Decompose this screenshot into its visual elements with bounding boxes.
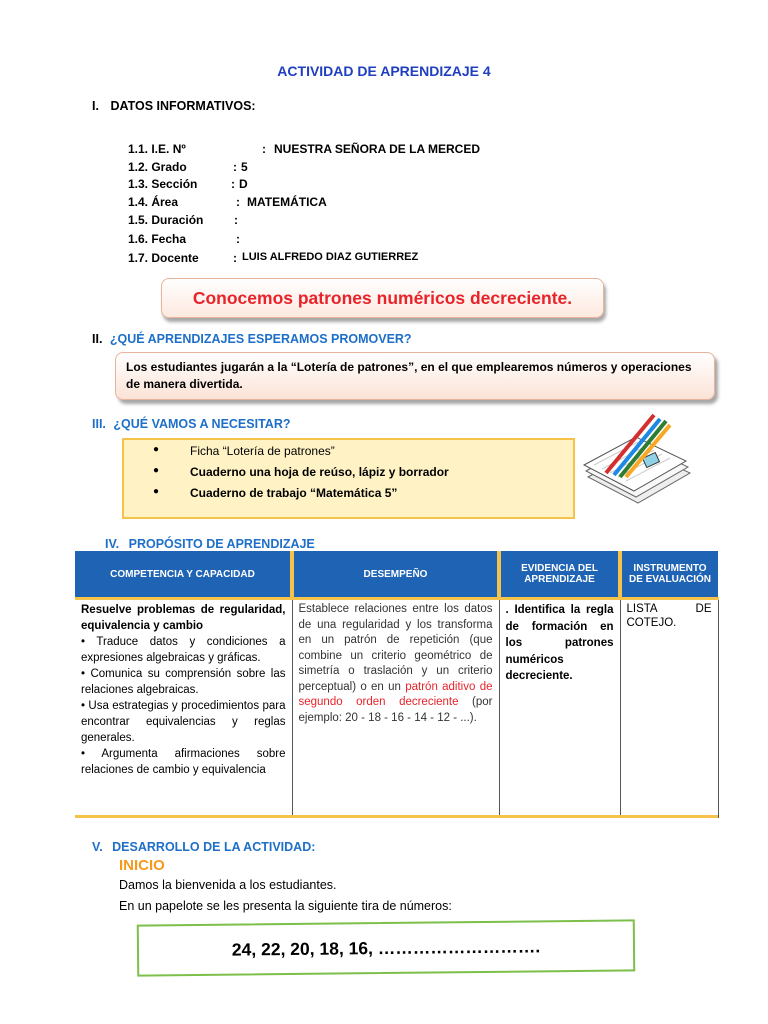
bullet-icon: ●: [153, 465, 160, 476]
section-5-label: DESARROLLO DE LA ACTIVIDAD:: [112, 840, 316, 854]
section-5-number: V.: [92, 840, 103, 854]
info-sep: :: [234, 213, 238, 227]
purpose-table: [75, 551, 719, 818]
section-4-label: PROPÓSITO DE APRENDIZAJE: [128, 537, 315, 551]
desempeno-example: (por ejemplo: 20 - 18 - 16 - 14 - 12 - ...).: [298, 696, 493, 724]
info-key: 1.4. Área: [128, 195, 179, 209]
bullet-icon: ●: [153, 486, 160, 497]
material-label: Ficha “Lotería de patrones”: [190, 444, 335, 458]
section-4-heading: [105, 537, 315, 551]
info-sep: :: [236, 232, 240, 246]
material-label: Cuaderno una hoja de reúso, lápiz y borrador: [190, 465, 449, 479]
material-item: [153, 444, 335, 458]
capacidad-item: • Argumenta afirmaciones sobre relaciones de cambio y equivalencia: [81, 748, 286, 776]
info-sep: :: [233, 160, 237, 174]
col-header-evidencia: EVIDENCIA DEL APRENDIZAJE: [499, 551, 620, 599]
capacidad-item: • Comunica su comprensión sobre las relaciones algebraicas.: [81, 668, 286, 696]
section-3-number: III.: [92, 417, 106, 431]
instrumento-cell: LISTA DE COTEJO.: [620, 599, 718, 818]
info-value: LUIS ALFREDO DIAZ GUTIERREZ: [242, 251, 419, 263]
info-value: NUESTRA SEÑORA DE LA MERCED: [274, 142, 481, 156]
table-bottom-rule: [75, 815, 718, 818]
material-item: [153, 465, 449, 479]
info-key: 1.3. Sección: [128, 177, 198, 191]
section-5-heading: [92, 840, 315, 854]
info-sep: :: [233, 251, 237, 265]
desempeno-text: Establece relaciones entre los datos de una regularidad y los transforma en un patrón de repetición (que combine un criterio geométrico de simetría o traslación y un criterio perceptual) o en un: [298, 603, 493, 693]
info-sep: :: [231, 177, 235, 191]
evidencia-cell: . Identifica la regla de formación en los patrones numéricos decreciente.: [499, 599, 620, 818]
col-header-instrumento: INSTRUMENTO DE EVALUACIÓN: [620, 551, 718, 599]
info-key: 1.2. Grado: [128, 160, 187, 174]
bullet-icon: ●: [153, 444, 160, 455]
col-header-competencia: COMPETENCIA Y CAPACIDAD: [75, 551, 292, 599]
info-sep: :: [236, 195, 240, 209]
session-title-banner: Conocemos patrones numéricos decreciente.: [161, 278, 604, 318]
info-value: 5: [241, 160, 248, 174]
page-title: ACTIVIDAD DE APRENDIZAJE 4: [277, 63, 491, 79]
info-sep: :: [262, 142, 266, 156]
section-2-label: ¿QUÉ APRENDIZAJES ESPERAMOS PROMOVER?: [109, 332, 412, 346]
info-key: 1.1. I.E. Nº: [128, 142, 186, 156]
section-3-label: ¿QUÉ VAMOS A NECESITAR?: [113, 417, 291, 431]
desempeno-highlight: patrón aditivo de segundo orden decreciente: [298, 680, 493, 708]
inicio-line-1: Damos la bienvenida a los estudiantes.: [119, 878, 337, 892]
material-item: [153, 486, 398, 500]
section-2-heading: [92, 332, 412, 346]
info-key: 1.6. Fecha: [128, 232, 187, 246]
desempeno-cell: [292, 599, 499, 818]
section-2-number: II.: [92, 332, 103, 346]
table-row: [75, 599, 718, 818]
info-key: 1.7. Docente: [128, 251, 199, 265]
aprendizajes-box: Los estudiantes jugarán a la “Lotería de patrones”, en el que emplearemos números y operaciones de manera divertida.: [115, 352, 715, 400]
section-1-label: DATOS INFORMATIVOS:: [110, 99, 256, 113]
section-1-heading: [92, 99, 256, 113]
inicio-heading: INICIO: [119, 857, 165, 874]
col-header-desempeno: DESEMPEÑO: [292, 551, 499, 599]
table-header-row: [75, 551, 718, 599]
notebook-pencils-icon: [580, 407, 695, 515]
competencia-cell: [75, 599, 292, 818]
competencia-title: Resuelve problemas de regularidad, equivalencia y cambio: [81, 604, 286, 632]
section-1-number: I.: [92, 99, 99, 113]
capacidad-item: • Usa estrategias y procedimientos para encontrar equivalencias y reglas generales.: [81, 700, 286, 744]
capacidad-item: • Traduce datos y condiciones a expresiones algebraicas y gráficas.: [81, 636, 286, 664]
material-label: Cuaderno de trabajo “Matemática 5”: [190, 486, 398, 500]
section-4-number: IV.: [105, 537, 120, 551]
number-sequence-strip: 24, 22, 20, 18, 16, ……………………….: [137, 919, 636, 976]
info-value: D: [239, 177, 248, 191]
section-3-heading: [92, 417, 290, 431]
inicio-line-2: En un papelote se les presenta la siguiente tira de números:: [119, 899, 452, 913]
info-key: 1.5. Duración: [128, 213, 204, 227]
materials-box: [122, 438, 575, 519]
info-value: MATEMÁTICA: [247, 195, 327, 209]
